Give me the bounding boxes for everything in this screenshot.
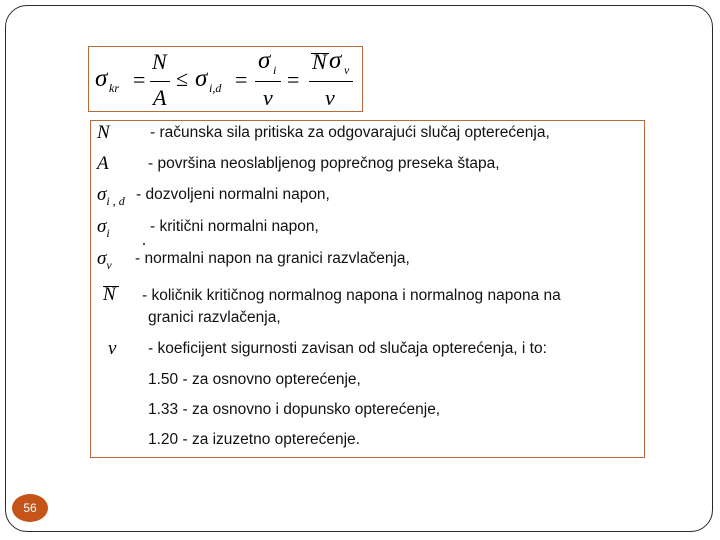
def-symbol-sigma-v: $\sigma_v$ [97, 248, 112, 272]
v-subscript: v [344, 63, 350, 77]
fraction-denominator-A: A [153, 85, 167, 110]
def-text-sigma-v: - normalni napon na granici razvlačenja, [135, 250, 410, 267]
fraction-bar-2 [255, 81, 281, 82]
sigma-kr-symbol: σ [95, 65, 108, 92]
def-text-sigma-i: - kritični normalni napon, [150, 218, 319, 235]
fraction-bar-1 [150, 81, 170, 82]
factor-item: 1.20 - za izuzetno opterećenje. [148, 431, 360, 448]
equals-sign-3: = [287, 67, 300, 92]
n-bar-numerator: N [312, 49, 327, 74]
sigma-i-symbol: σ [258, 47, 271, 74]
leq-sign: ≤ [176, 66, 189, 91]
sigma-id-symbol: σ [195, 65, 208, 92]
def-text-A: - površina neoslabljenog poprečnog preseka štapa, [148, 155, 500, 172]
fraction-bar-3 [309, 81, 353, 82]
factor-item: 1.33 - za osnovno i dopunsko opterećenje, [148, 401, 441, 418]
def-symbol-sigma-id: $\sigma_{i , d}$ [97, 184, 125, 208]
id-subscript: i,d [209, 81, 222, 95]
factor-item: 1.50 - za osnovno opterećenje, [148, 371, 361, 388]
i-subscript: i [273, 63, 277, 77]
kr-subscript: kr [109, 81, 119, 95]
def-text-nu: - koeficijent sigurnosti zavisan od slučaja opterećenja, i to: [148, 340, 547, 357]
def-text-sigma-id: - dozvoljeni normalni napon, [136, 186, 330, 203]
nu-symbol-2: ν [325, 85, 335, 110]
def-symbol-N-bar: N [103, 284, 116, 305]
stray-dot [143, 243, 145, 245]
def-text-N-bar: - količnik kritičnog normalnog napona i normalnog napona na [142, 287, 561, 304]
def-symbol-A: A [97, 153, 109, 174]
def-symbol-N: N [97, 122, 110, 143]
page-number-badge: 56 [12, 494, 48, 522]
def-text-N-bar-cont: granici razvlačenja, [148, 309, 281, 326]
sigma-v-symbol: σ [329, 47, 342, 74]
formula-box [88, 46, 363, 112]
nu-symbol-1: ν [263, 85, 273, 110]
def-symbol-sigma-i: $\sigma_i$ [97, 216, 110, 240]
def-text-N: - računska sila pritiska za odgovarajući slučaj opterećenja, [150, 124, 550, 141]
def-symbol-nu: ν [108, 338, 117, 359]
equals-sign-2: = [235, 67, 248, 92]
fraction-numerator-N: N [152, 49, 167, 74]
equals-sign-1: = [133, 67, 146, 92]
